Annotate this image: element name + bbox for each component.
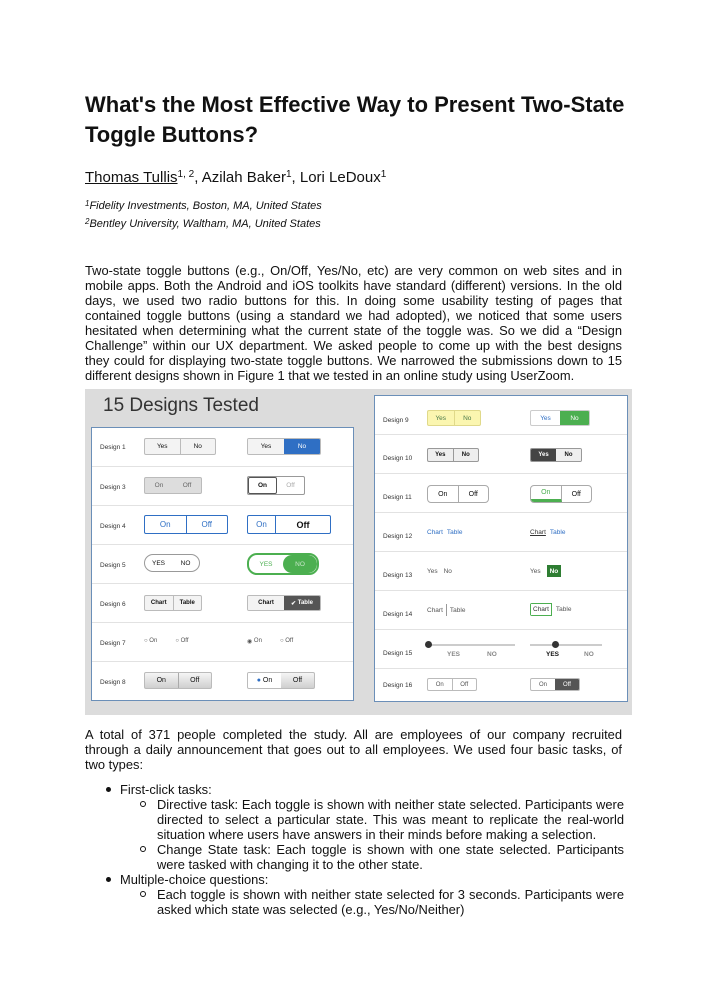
toggle-option[interactable]: On <box>145 516 187 533</box>
design-label: Design 10 <box>383 455 413 462</box>
design-row <box>92 622 353 662</box>
toggle-selected[interactable] <box>530 485 592 503</box>
task-list <box>104 782 624 917</box>
design-row <box>92 505 353 545</box>
toggle-option[interactable]: No <box>193 443 202 450</box>
toggle-unselected[interactable] <box>427 678 477 691</box>
design-label: Design 7 <box>100 640 126 647</box>
check-icon: ✔ <box>291 600 297 607</box>
toggle-unselected[interactable] <box>144 438 216 455</box>
design-row <box>92 661 353 699</box>
toggle-unselected[interactable] <box>144 477 202 494</box>
toggle-selected[interactable] <box>247 476 305 495</box>
design-row <box>375 629 627 669</box>
author-name: Azilah Baker <box>201 169 286 186</box>
slider-label: YES <box>447 651 461 658</box>
toggle-option[interactable]: No <box>443 567 452 575</box>
toggle-unselected[interactable] <box>144 515 228 534</box>
toggle-option[interactable]: Yes <box>427 567 438 575</box>
toggle-option-selected[interactable] <box>284 596 320 610</box>
design-label: Design 3 <box>100 484 126 491</box>
slider-handle[interactable] <box>552 641 559 648</box>
toggle-option[interactable]: Yes <box>145 439 181 454</box>
radio-option[interactable] <box>144 634 157 648</box>
radio-label: Off <box>285 638 294 644</box>
toggle-option[interactable]: Table <box>179 600 195 606</box>
design-row <box>375 396 627 435</box>
toggle-selected[interactable] <box>247 553 319 575</box>
affiliation-sup: 2 <box>85 217 90 226</box>
toggle-selected[interactable] <box>530 448 582 462</box>
slider-handle[interactable] <box>425 641 432 648</box>
paper-title: What's the Most Effective Way to Present Two-State Toggle Buttons? <box>85 92 625 147</box>
toggle-option-selected[interactable]: On <box>248 477 277 494</box>
toggle-option[interactable]: No <box>461 452 470 458</box>
toggle-unselected[interactable] <box>144 672 212 689</box>
toggle-option[interactable]: Table <box>446 528 463 536</box>
author-name[interactable]: Thomas Tullis <box>85 169 178 186</box>
left-design-panel <box>91 427 354 701</box>
affiliation-text: Bentley University, Waltham, MA, United States <box>89 218 321 230</box>
design-row <box>375 551 627 591</box>
toggle-option[interactable]: On <box>145 673 179 688</box>
toggle-unselected[interactable] <box>427 485 489 503</box>
body-paragraph: A total of 371 people completed the study. All are employees of our company recruited through a daily announcement that goes out to all employees. We used four basic tasks, of two types: <box>85 727 622 772</box>
toggle-option-selected[interactable]: Yes <box>531 449 556 461</box>
toggle-option[interactable]: On <box>154 482 164 489</box>
toggle-unselected[interactable] <box>144 595 202 611</box>
design-label: Design 9 <box>383 417 409 424</box>
toggle-option[interactable]: Yes <box>428 449 454 461</box>
affiliation <box>85 199 322 213</box>
right-design-panel <box>374 395 628 702</box>
toggle-unselected[interactable] <box>144 554 200 572</box>
design-row <box>375 473 627 513</box>
toggle-option-selected[interactable]: Chart <box>530 528 546 536</box>
toggle-option[interactable]: Table <box>449 606 466 614</box>
design-label: Design 14 <box>383 611 413 618</box>
toggle-option-selected[interactable]: No <box>560 411 589 425</box>
toggle-selected[interactable] <box>530 410 590 426</box>
toggle-option[interactable]: On <box>538 681 547 688</box>
slider-toggle-selected[interactable] <box>530 641 602 661</box>
toggle-option[interactable]: YES <box>151 559 165 567</box>
design-row <box>375 590 627 630</box>
toggle-unselected[interactable] <box>427 526 477 538</box>
toggle-option[interactable]: Yes <box>248 439 284 454</box>
toggle-unselected[interactable] <box>427 565 467 577</box>
design-row <box>92 583 353 623</box>
toggle-option[interactable]: Off <box>571 490 581 498</box>
author-affil-sup: 1, 2 <box>177 169 195 180</box>
slider-label: NO <box>584 651 594 658</box>
list-item: First-click tasks: <box>104 782 624 797</box>
figure-title: 15 Designs Tested <box>103 395 259 416</box>
toggle-option-label: On <box>262 677 273 684</box>
radio-empty-icon: ○ <box>175 638 179 644</box>
affiliation-text: Fidelity Investments, Boston, MA, United States <box>89 200 322 212</box>
toggle-selected[interactable] <box>247 595 321 611</box>
affiliation <box>85 217 321 231</box>
radio-empty-icon: ○ <box>279 638 284 644</box>
toggle-option[interactable]: NO <box>283 555 317 573</box>
slider-toggle-unselected[interactable] <box>427 641 515 661</box>
toggle-selected[interactable] <box>530 565 570 577</box>
design-label: Design 1 <box>100 444 126 451</box>
design-label: Design 5 <box>100 562 126 569</box>
toggle-selected[interactable] <box>247 672 315 689</box>
toggle-option[interactable]: Chart <box>427 528 443 536</box>
toggle-option-label: Table <box>297 600 313 606</box>
radio-label: On <box>149 638 158 644</box>
design-label: Design 4 <box>100 523 126 530</box>
toggle-option[interactable]: No <box>463 414 472 422</box>
toggle-option[interactable]: Chart <box>427 604 447 616</box>
toggle-unselected[interactable] <box>427 448 479 462</box>
toggle-selected[interactable] <box>247 515 331 534</box>
slider-track <box>530 644 602 646</box>
toggle-selected[interactable] <box>530 678 580 691</box>
abstract-paragraph: Two-state toggle buttons (e.g., On/Off, Yes/No, etc) are very common on web sites and in mobile apps. Both the Android and iOS toolkits have standard (different) versions. In the old days, we used two radio buttons for this. In doing some usability testing of pages that contained toggle buttons (using a standard we had adopted), we noticed that some users hesitated when determining what the current state of the toggle was. So we did a “Design Challenge” within our UX department. We asked people to come up with the best designs they could for displaying two-state toggle buttons. We narrowed the submissions down to 15 different designs shown in Figure 1 that we tested in an online study using UserZoom. <box>85 263 622 383</box>
toggle-option-selected[interactable]: No <box>284 439 320 454</box>
design-row <box>375 668 627 700</box>
toggle-selected[interactable] <box>247 438 321 455</box>
design-label: Design 16 <box>383 682 413 689</box>
sub-list-item: Each toggle is shown with neither state selected for 3 seconds. Participants were asked which state was selected (e.g., Yes/No/Neither) <box>137 887 624 917</box>
design-label: Design 8 <box>100 679 126 686</box>
design-row <box>92 428 353 467</box>
toggle-option[interactable]: No <box>556 449 581 461</box>
toggle-option[interactable]: On <box>248 516 276 533</box>
slider-track <box>427 644 515 646</box>
toggle-option-selected[interactable]: No <box>547 565 562 577</box>
toggle-option-selected[interactable] <box>248 673 281 688</box>
radio-option[interactable] <box>175 634 188 648</box>
toggle-selected[interactable] <box>530 526 580 538</box>
slider-label: NO <box>487 651 497 658</box>
toggle-option-selected[interactable]: On <box>531 486 562 502</box>
toggle-unselected[interactable] <box>427 604 477 616</box>
toggle-option-selected[interactable]: Off <box>555 679 579 690</box>
figure-1 <box>85 389 632 715</box>
toggle-option[interactable]: Chart <box>145 596 174 610</box>
toggle-option[interactable]: Off <box>292 677 303 684</box>
sub-list-item: Directive task: Each toggle is shown with neither state selected. Participants were directed to select a particular state. This was meant to replicate the real-world situation where users have answers in their minds before making a selection. <box>137 797 624 842</box>
toggle-option-selected[interactable]: Off <box>296 519 310 530</box>
radio-filled-icon: ◉ <box>247 638 253 645</box>
design-label: Design 11 <box>383 494 412 501</box>
sub-list-item: Change State task: Each toggle is shown with one state selected. Participants were tasked with changing it to the other state. <box>137 842 624 872</box>
radio-label: Off <box>180 638 189 644</box>
radio-toggle-selected[interactable] <box>247 634 317 648</box>
radio-option[interactable] <box>280 634 293 648</box>
toggle-option[interactable]: Off <box>182 482 192 489</box>
toggle-unselected[interactable] <box>427 410 481 426</box>
toggle-option-selected[interactable]: Chart <box>530 603 552 616</box>
author-affil-sup: 1 <box>285 169 292 180</box>
toggle-option-selected[interactable]: YES <box>259 560 273 568</box>
design-row <box>375 434 627 474</box>
toggle-option[interactable]: Off <box>286 482 295 489</box>
toggle-option[interactable]: Off <box>460 681 469 688</box>
author-name: Lori LeDoux <box>299 169 381 186</box>
radio-toggle-unselected[interactable] <box>144 634 214 648</box>
affiliation-sup: 1 <box>85 199 90 208</box>
radio-option-selected[interactable] <box>247 634 262 648</box>
toggle-option[interactable]: Yes <box>540 414 551 422</box>
radio-empty-icon: ○ <box>144 638 148 644</box>
design-label: Design 15 <box>383 650 413 657</box>
author-affil-sup: 1 <box>380 169 387 180</box>
list-item: Multiple-choice questions: <box>104 872 624 887</box>
design-label: Design 12 <box>383 533 413 540</box>
toggle-option[interactable]: Yes <box>428 411 455 425</box>
toggle-option[interactable]: Off <box>190 677 200 684</box>
design-row <box>375 512 627 552</box>
toggle-option[interactable]: Off <box>201 520 213 529</box>
design-row <box>92 544 353 584</box>
toggle-option[interactable]: On <box>428 679 453 690</box>
design-row <box>92 466 353 506</box>
toggle-option[interactable]: On <box>428 486 459 502</box>
design-label: Design 13 <box>383 572 413 579</box>
slider-label-selected: YES <box>546 651 560 658</box>
toggle-selected[interactable] <box>530 603 580 616</box>
toggle-option[interactable]: NO <box>180 559 191 567</box>
toggle-option[interactable]: Off <box>468 490 478 498</box>
toggle-option[interactable]: Table <box>549 528 566 536</box>
toggle-option[interactable]: Yes <box>530 567 541 575</box>
design-label: Design 6 <box>100 601 126 608</box>
dot-icon: ● <box>256 677 261 684</box>
author-list: Thomas Tullis$^{1, 2}$, Azilah Baker$^1$, Lori LeDoux$^1$ <box>85 169 387 186</box>
toggle-option[interactable]: Table <box>555 606 572 613</box>
radio-label: On <box>253 638 262 644</box>
toggle-option[interactable]: Chart <box>248 596 284 610</box>
